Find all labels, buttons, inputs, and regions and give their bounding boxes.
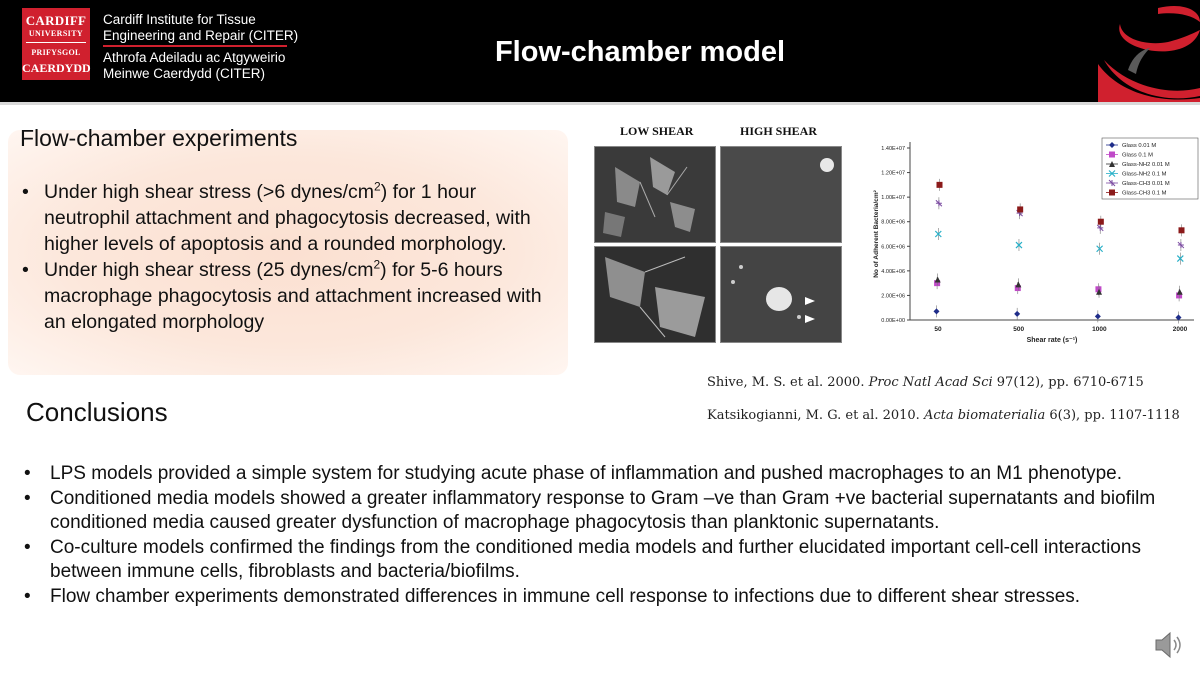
citation-2-authors: Katsikogianni, M. G. et al. 2010. (707, 408, 924, 423)
cell-image (595, 247, 715, 342)
micrograph-high-shear-1 (720, 146, 842, 243)
legend-entry: Glass 0.01 M (1122, 143, 1157, 149)
institute-divider (103, 45, 287, 47)
flow-bullet-2-post: ) for 5-6 hours macrophage phagocytosis and attachment increased with an elongated morphology (44, 259, 542, 333)
flow-bullet-1-pre: Under high shear stress (>6 dynes/cm (44, 181, 375, 203)
y-tick-label: 2.00E+06 (881, 293, 905, 300)
y-tick-label: 4.00E+06 (881, 268, 905, 275)
citation-1-journal: Proc Natl Acad Sci (868, 375, 993, 390)
data-point (1179, 227, 1185, 233)
logo-line-3: PRIFYSGOL (31, 48, 81, 57)
flow-bullet-2-sup: 2 (373, 257, 381, 272)
conclusions-heading: Conclusions (26, 397, 168, 427)
logo-divider (26, 42, 86, 43)
logo-line-4: CAERDYDD (22, 61, 91, 75)
flow-bullet-1-post: ) for 1 hour neutrophil attachment and phagocytosis decreased, with higher levels of apoptosis and a rounded morphology. (44, 181, 531, 255)
cardiff-university-logo (22, 8, 90, 80)
y-tick-label: 1.40E+07 (881, 146, 905, 152)
data-point (1017, 206, 1023, 212)
flow-bullet-2-pre: Under high shear stress (25 dynes/cm (44, 259, 374, 281)
data-point (937, 182, 943, 188)
header-bar (0, 0, 1200, 104)
conclusion-item-3: • Co-culture models confirmed the findings from the conditioned media models and further elucidated important cell-cell interactions between immune cells, fibroblasts and bacteria/biofilms. (24, 536, 1174, 585)
logo-line-2: UNIVERSITY (28, 29, 84, 38)
y-axis-label: No of Adherent Bacteria/cm² (873, 190, 880, 278)
conclusion-item-2: • Conditioned media models showed a greater inflammatory response to Gram –ve than Gram +ve bacterial supernatants and biofilm conditioned media caused greater dysfunction of macrophage phagocytosis than planktonic supernatants. (24, 487, 1174, 536)
legend-marker (1109, 152, 1115, 158)
header-divider (0, 102, 1200, 105)
x-tick-label: 2000 (1172, 326, 1188, 333)
logo-line-1: CARDIFF (25, 13, 87, 28)
institute-en-line-1: Cardiff Institute for Tissue (103, 12, 256, 27)
institute-cy-line-1: Athrofa Adeiladu ac Atgyweirio (103, 50, 286, 65)
high-shear-label: HIGH SHEAR (740, 124, 818, 138)
institute-en-line-2: Engineering and Repair (CITER) (103, 27, 299, 43)
y-tick-label: 0.00E+00 (881, 318, 905, 324)
citation-1 (707, 375, 1144, 390)
legend-entry: Glass-NH2 0.1 M (1122, 171, 1167, 178)
flow-section-heading: Flow-chamber experiments (20, 125, 298, 151)
citation-1-details: 97(12), pp. 6710-6715 (992, 375, 1144, 390)
low-shear-label: LOW SHEAR (620, 124, 694, 138)
citation-2-details: 6(3), pp. 1107-1118 (1045, 408, 1180, 423)
cell-image (595, 147, 715, 242)
data-point (1098, 219, 1104, 225)
adherent-bacteria-chart (862, 124, 1200, 350)
flow-bullet-1-sup: 2 (374, 179, 381, 194)
x-axis-label: Shear rate (s⁻¹) (1026, 337, 1078, 344)
conclusion-item-1: • LPS models provided a simple system for studying acute phase of inflammation and pushed macrophages to an M1 phenotype. (24, 462, 1174, 487)
y-tick-label: 1.00E+07 (881, 195, 905, 202)
citation-1-authors: Shive, M. S. et al. 2000. (707, 375, 869, 390)
cell-image (721, 247, 841, 342)
legend-entry: Glass 0.1 M (1122, 152, 1153, 159)
legend-entry: Glass-NH2 0.01 M (1122, 162, 1170, 168)
flow-bullet-1 (22, 179, 562, 257)
institute-name (103, 12, 298, 81)
y-tick-label: 8.00E+06 (881, 219, 905, 226)
citer-swoosh-icon (1098, 0, 1200, 104)
speaker-icon[interactable] (1152, 628, 1186, 662)
citation-2-journal: Acta biomaterialia (923, 408, 1046, 423)
x-tick-label: 1000 (1092, 326, 1107, 333)
flow-bullet-2 (22, 257, 562, 335)
y-tick-label: 6.00E+06 (881, 244, 905, 251)
institute-cy-line-2: Meinwe Caerdydd (CITER) (103, 65, 266, 81)
y-tick-label: 1.20E+07 (881, 170, 905, 177)
conclusion-item-4: • Flow chamber experiments demonstrated differences in immune cell response to infections due to different shear stresses. (24, 585, 1174, 610)
legend-entry: Glass-CH3 0.1 M (1122, 190, 1167, 197)
x-tick-label: 50 (934, 326, 942, 333)
flow-bullet-list (22, 179, 562, 335)
legend-entry: Glass-CH3 0.01 M (1122, 181, 1170, 187)
conclusions-list (24, 462, 1174, 609)
micrograph-low-shear-2 (594, 246, 716, 343)
citation-2 (707, 408, 1180, 423)
slide-title: Flow-chamber model (494, 36, 786, 68)
x-tick-label: 500 (1013, 326, 1025, 333)
micrograph-high-shear-2 (720, 246, 842, 343)
cell-image (721, 147, 841, 242)
legend-marker (1109, 190, 1115, 196)
micrograph-low-shear-1 (594, 146, 716, 243)
